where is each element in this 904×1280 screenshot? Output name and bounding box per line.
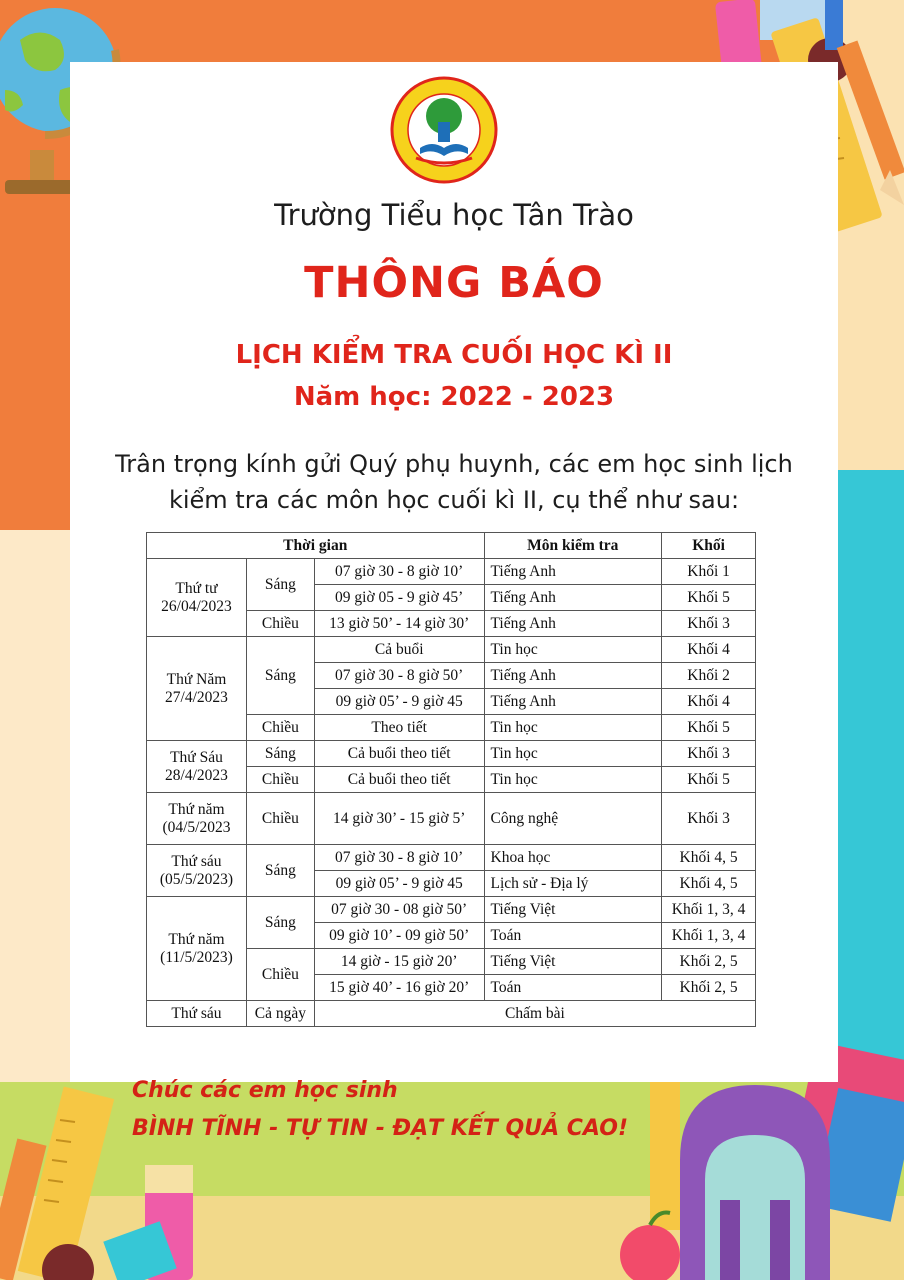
day-label: Thứ tư [175, 579, 218, 597]
table-row [147, 559, 756, 585]
session-cell: Sáng [246, 637, 314, 715]
table-row [147, 845, 756, 871]
subject-cell: Tin học [484, 741, 662, 767]
school-logo-icon [390, 76, 498, 184]
day-cell [147, 793, 247, 845]
day-label: Thứ năm [168, 930, 225, 948]
time-cell: 14 giờ 30’ - 15 giờ 5’ [314, 793, 484, 845]
subject-cell: Tiếng Anh [484, 559, 662, 585]
table-row [147, 1001, 756, 1027]
final-row-cell: Chấm bài [314, 1001, 755, 1027]
session-cell: Chiều [246, 715, 314, 741]
subject-cell: Lịch sử - Địa lý [484, 871, 662, 897]
subject-cell: Công nghệ [484, 793, 662, 845]
table-row [147, 793, 756, 845]
subject-cell: Tin học [484, 637, 662, 663]
subject-cell: Toán [484, 975, 662, 1001]
bg-teal-right [834, 470, 904, 1090]
day-label: Thứ năm [168, 800, 225, 818]
day-label: Thứ Sáu [170, 748, 223, 766]
subject-cell: Tin học [484, 715, 662, 741]
grade-cell: Khối 2, 5 [662, 975, 756, 1001]
day-cell: Thứ sáu [147, 1001, 247, 1027]
time-cell: 13 giờ 50’ - 14 giờ 30’ [314, 611, 484, 637]
closing-line-2: BÌNH TĨNH - TỰ TIN - ĐẠT KẾT QUẢ CAO! [132, 1116, 628, 1141]
time-cell: 09 giờ 05 - 9 giờ 45’ [314, 585, 484, 611]
day-date: (05/5/2023) [159, 870, 234, 888]
grade-cell: Khối 3 [662, 741, 756, 767]
grade-cell: Khối 5 [662, 715, 756, 741]
time-cell: 07 giờ 30 - 8 giờ 10’ [314, 845, 484, 871]
grade-cell: Khối 4 [662, 689, 756, 715]
session-cell: Sáng [246, 897, 314, 949]
schedule-title: LỊCH KIỂM TRA CUỐI HỌC KÌ II [235, 340, 673, 370]
time-cell: Theo tiết [314, 715, 484, 741]
header-time: Thời gian [147, 533, 485, 559]
grade-cell: Khối 4 [662, 637, 756, 663]
day-date: 28/4/2023 [165, 766, 228, 784]
time-cell: 15 giờ 40’ - 16 giờ 20’ [314, 975, 484, 1001]
grade-cell: Khối 2, 5 [662, 949, 756, 975]
header-grade: Khối [662, 533, 756, 559]
day-cell [147, 741, 247, 793]
table-row [147, 897, 756, 923]
subject-cell: Tiếng Việt [484, 897, 662, 923]
grade-cell: Khối 3 [662, 611, 756, 637]
stationery-bottom-left-icon [0, 1080, 260, 1280]
session-cell: Cả ngày [246, 1001, 314, 1027]
grade-cell: Khối 1, 3, 4 [662, 897, 756, 923]
grade-cell: Khối 1, 3, 4 [662, 923, 756, 949]
time-cell: Cả buổi [314, 637, 484, 663]
table-row [147, 637, 756, 663]
exam-schedule-table [146, 532, 756, 1027]
subject-cell: Tin học [484, 767, 662, 793]
intro-line-1: Trân trọng kính gửi Quý phụ huynh, các em học sinh lịch [115, 450, 793, 478]
day-date: (04/5/2023 [162, 818, 231, 836]
session-cell: Sáng [246, 741, 314, 767]
day-cell [147, 897, 247, 1001]
table-header-row [147, 533, 756, 559]
subject-cell: Tiếng Anh [484, 611, 662, 637]
closing-line-1: Chúc các em học sinh [132, 1078, 398, 1103]
subject-cell: Tiếng Anh [484, 585, 662, 611]
day-cell [147, 559, 247, 637]
day-date: 27/4/2023 [165, 688, 228, 706]
subject-cell: Toán [484, 923, 662, 949]
session-cell: Chiều [246, 949, 314, 1001]
day-cell [147, 637, 247, 741]
subject-cell: Tiếng Anh [484, 689, 662, 715]
time-cell: 07 giờ 30 - 08 giờ 50’ [314, 897, 484, 923]
school-name: Trường Tiểu học Tân Trào [274, 198, 634, 232]
grade-cell: Khối 4, 5 [662, 871, 756, 897]
school-year: Năm học: 2022 - 2023 [293, 382, 615, 412]
grade-cell: Khối 4, 5 [662, 845, 756, 871]
grade-cell: Khối 5 [662, 767, 756, 793]
header-subject: Môn kiểm tra [484, 533, 662, 559]
time-cell: 14 giờ - 15 giờ 20’ [314, 949, 484, 975]
day-date: 26/04/2023 [161, 597, 232, 615]
grade-cell: Khối 1 [662, 559, 756, 585]
day-label: Thứ Năm [166, 670, 227, 688]
subject-cell: Tiếng Anh [484, 663, 662, 689]
bg-cream-left [0, 530, 70, 1090]
time-cell: 09 giờ 10’ - 09 giờ 50’ [314, 923, 484, 949]
time-cell: Cả buổi theo tiết [314, 767, 484, 793]
grade-cell: Khối 5 [662, 585, 756, 611]
grade-cell: Khối 3 [662, 793, 756, 845]
subject-cell: Tiếng Việt [484, 949, 662, 975]
grade-cell: Khối 2 [662, 663, 756, 689]
session-cell: Chiều [246, 767, 314, 793]
table-row [147, 741, 756, 767]
time-cell: 07 giờ 30 - 8 giờ 50’ [314, 663, 484, 689]
session-cell: Chiều [246, 793, 314, 845]
notice-title: THÔNG BÁO [304, 258, 604, 308]
subject-cell: Khoa học [484, 845, 662, 871]
time-cell: 09 giờ 05’ - 9 giờ 45 [314, 689, 484, 715]
session-cell: Sáng [246, 559, 314, 611]
time-cell: Cả buổi theo tiết [314, 741, 484, 767]
intro-line-2: kiểm tra các môn học cuối kì II, cụ thể như sau: [168, 486, 740, 514]
session-cell: Chiều [246, 611, 314, 637]
session-cell: Sáng [246, 845, 314, 897]
day-date: (11/5/2023) [160, 948, 233, 966]
day-label: Thứ sáu [171, 852, 222, 870]
time-cell: 09 giờ 05’ - 9 giờ 45 [314, 871, 484, 897]
day-cell [147, 845, 247, 897]
time-cell: 07 giờ 30 - 8 giờ 10’ [314, 559, 484, 585]
intro-text [80, 446, 828, 518]
